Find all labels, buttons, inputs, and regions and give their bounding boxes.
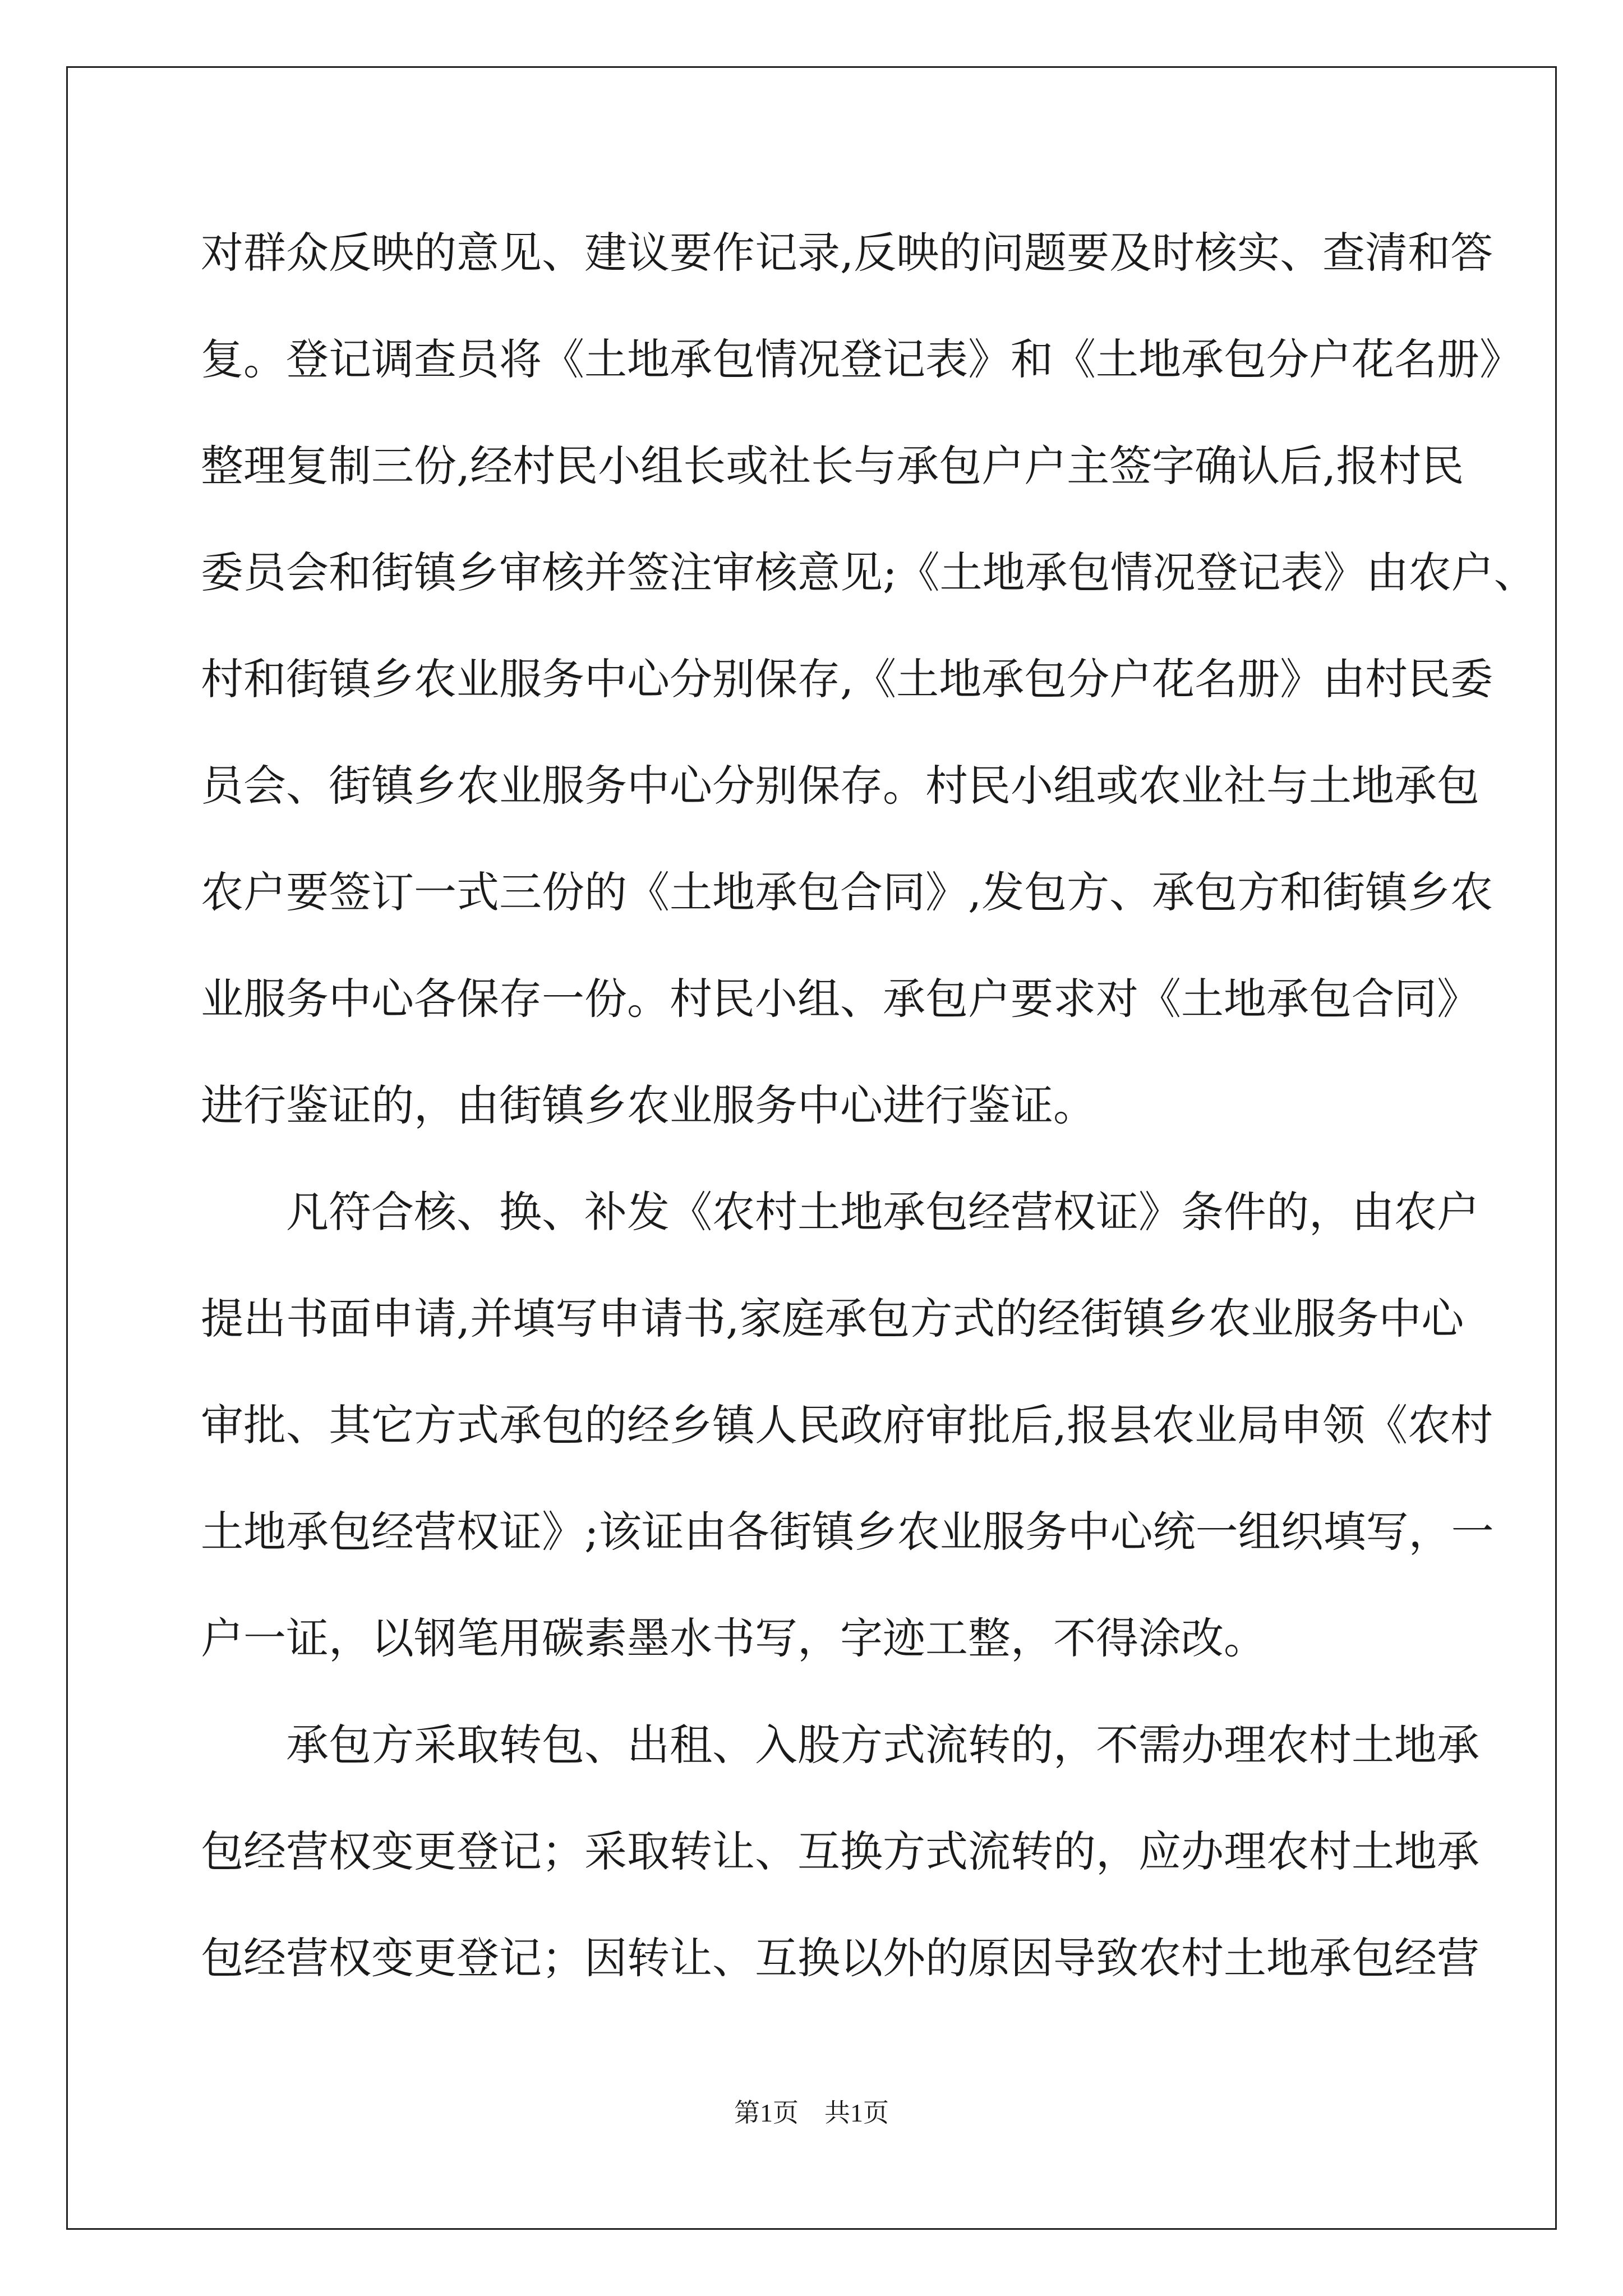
text-line: 农户要签订一式三份的《土地承包合同》,发包方、承包方和街镇乡农 <box>201 867 1493 917</box>
text-line: 包经营权变更登记；因转让、互换以外的原因导致农村土地承包经营 <box>201 1933 1479 1983</box>
text-line: 凡符合核、换、补发《农村土地承包经营权证》条件的，由农户 <box>286 1187 1479 1237</box>
text-line: 委员会和街镇乡审核并签注审核意见;《土地承包情况登记表》由农户、 <box>201 547 1537 597</box>
text-line: 村和街镇乡农业服务中心分别保存,《土地承包分户花名册》由村民委 <box>201 654 1493 704</box>
text-line: 土地承包经营权证》;该证由各街镇乡农业服务中心统一组织填写，一 <box>201 1507 1494 1557</box>
text-line: 提出书面申请,并填写申请书,家庭承包方式的经街镇乡农业服务中心 <box>201 1294 1464 1343</box>
text-line: 员会、街镇乡农业服务中心分别保存。村民小组或农业社与土地承包 <box>201 761 1479 811</box>
page-total: 共1页 <box>824 2099 889 2127</box>
document-body <box>201 200 1537 2012</box>
text-line: 整理复制三份,经村民小组长或社长与承包户户主签字确认后,报村民 <box>201 441 1464 491</box>
text-line: 包经营权变更登记；采取转让、互换方式流转的，应办理农村土地承 <box>201 1826 1479 1876</box>
text-line: 业服务中心各保存一份。村民小组、承包户要求对《土地承包合同》 <box>201 974 1479 1024</box>
text-line: 进行鉴证的，由街镇乡农业服务中心进行鉴证。 <box>201 1080 1096 1130</box>
text-line: 户一证，以钢笔用碳素墨水书写，字迹工整，不得涂改。 <box>201 1613 1266 1663</box>
page-number: 第1页 <box>734 2099 799 2127</box>
text-line: 审批、其它方式承包的经乡镇人民政府审批后,报县农业局申领《农村 <box>201 1400 1493 1450</box>
text-line: 承包方采取转包、出租、入股方式流转的，不需办理农村土地承 <box>286 1720 1479 1770</box>
text-line: 对群众反映的意见、建议要作记录,反映的问题要及时核实、查清和答 <box>201 228 1493 278</box>
text-line: 复。登记调查员将《土地承包情况登记表》和《土地承包分户花名册》 <box>201 334 1522 384</box>
page-footer <box>0 2092 1623 2129</box>
